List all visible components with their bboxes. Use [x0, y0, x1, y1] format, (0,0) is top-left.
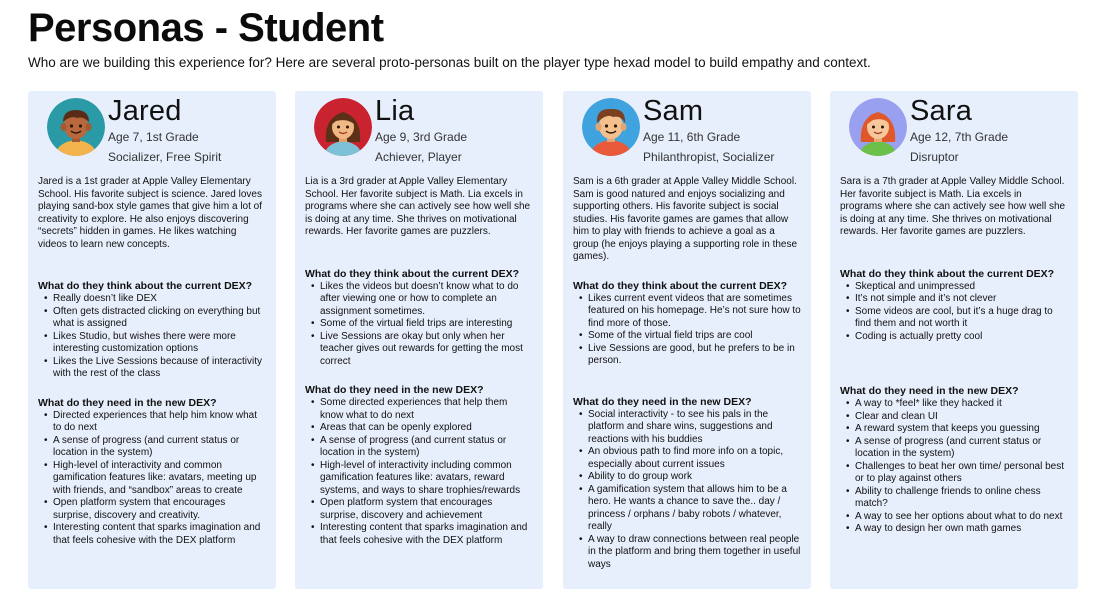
list-item: • A way to design her own math games: [840, 523, 1068, 536]
persona-head-text: [108, 94, 221, 165]
list-item: • Areas that can be openly explored: [305, 422, 533, 435]
boy-avatar-icon: [582, 98, 640, 156]
persona-player-types: Socializer, Free Spirit: [108, 150, 222, 164]
think-section-title: What do they think about the current DEX?: [38, 280, 253, 292]
need-list: [38, 410, 266, 548]
list-item: • Some of the virtual field trips are interesting: [305, 318, 533, 331]
list-item: • Interesting content that sparks imagination and that feels cohesive with the DEX platform: [38, 522, 266, 547]
list-item: • Some of the virtual field trips are cool: [573, 330, 801, 343]
list-item: • Likes the videos but doesn’t know what to do after viewing one or how to complete an assignment sometimes.: [305, 281, 533, 319]
persona-head-text: [643, 94, 774, 165]
think-list: [38, 293, 266, 381]
think-list: [305, 281, 533, 369]
list-item: • Ability to challenge friends to online chess match?: [840, 486, 1068, 511]
list-item: • Open platform system that encourages surprise, discovery and creativity.: [38, 497, 266, 522]
persona-bio: Sara is a 7th grader at Apple Valley Middle School. Her favorite subject is Math. Lia excels in programs where she can actively see how well she is doing at any time. She thrives on motivational rewards. Her favorite games are puzzlers.: [840, 176, 1066, 237]
list-item: • Ability to do group work: [573, 471, 801, 484]
need-list: [840, 398, 1068, 536]
persona-name: Jared: [108, 95, 182, 127]
persona-player-types: Philanthropist, Socializer: [643, 150, 775, 164]
list-item: • A sense of progress (and current status or location in the system): [38, 435, 266, 460]
list-item: • It’s not simple and it’s not clever: [840, 293, 1068, 306]
boy-avatar-icon: [47, 98, 105, 156]
need-section-title: What do they need in the new DEX?: [573, 395, 752, 408]
list-item: • Interesting content that sparks imagination and that feels cohesive with the DEX platform: [305, 522, 533, 547]
page-title: Personas - Student: [28, 6, 384, 50]
list-item: • A way to see her options about what to do next: [840, 511, 1068, 524]
list-item: • An obvious path to find more info on a topic, especially about current issues: [573, 446, 801, 471]
persona-age-grade: Age 9, 3rd Grade: [375, 130, 468, 144]
persona-age-grade: Age 12, 7th Grade: [910, 130, 1009, 144]
girl-avatar-icon: [849, 98, 907, 156]
persona-header: [38, 91, 266, 163]
persona-header: [573, 91, 801, 163]
need-list: [305, 397, 533, 547]
persona-age-grade: Age 7, 1st Grade: [108, 130, 199, 144]
list-item: • A way to draw connections between real people in the platform and bring them together in useful ways: [573, 534, 801, 572]
need-section-title: What do they need in the new DEX?: [38, 396, 217, 409]
think-list: [840, 281, 1068, 344]
persona-head-text: [375, 94, 467, 165]
list-item: • A sense of progress (and current status or location in the system): [840, 436, 1068, 461]
list-item: • Social interactivity - to see his pals in the platform and share wins, suggestions and reactions with his buddies: [573, 409, 801, 447]
persona-player-types: Disruptor: [910, 150, 959, 164]
persona-card-sara: [830, 91, 1078, 589]
list-item: • Some directed experiences that help them know what to do next: [305, 397, 533, 422]
list-item: • Likes current event videos that are sometimes featured on his homepage. He’s not sure how to find more of those.: [573, 293, 801, 331]
think-list: [573, 293, 801, 368]
list-item: • Open platform system that encourages surprise, discovery and achievement: [305, 497, 533, 522]
persona-cards: [28, 91, 1078, 589]
list-item: • High-level of interactivity and common gamification features like: avatars, meeting up with friends, and “sandbox” areas to create: [38, 460, 266, 498]
list-item: • Challenges to beat her own time/ personal best or to play against others: [840, 461, 1068, 486]
girl-avatar-icon: [314, 98, 372, 156]
think-section-title: What do they think about the current DEX?: [305, 267, 520, 280]
list-item: • High-level of interactivity including common gamification features like: avatars, reward systems, and ways to share trophies/rewards: [305, 460, 533, 498]
list-item: • Live Sessions are good, but he prefers to be in person.: [573, 343, 801, 368]
persona-bio: Jared is a 1st grader at Apple Valley Elementary School. His favorite subject is science. Jared loves playing sand-box style games that give him a lot of creativity to explore. He also enjoys discovering “secrets” hidden in games. He likes watching videos to learn new concepts.: [38, 176, 263, 250]
think-section-title: What do they think about the current DEX?: [573, 279, 788, 292]
need-list: [573, 409, 801, 572]
list-item: • Live Sessions are okay but only when her teacher gives out rewards for getting the most correct: [305, 331, 533, 369]
persona-name: Lia: [375, 95, 415, 127]
list-item: • A way to *feel* like they hacked it: [840, 398, 1068, 411]
persona-head-text: [910, 94, 1008, 165]
persona-bio: Sam is a 6th grader at Apple Valley Middle School. Sam is good natured and enjoys socializing and supporting others. His favorite subject is social studies. His favorite games are games that allow him to play with friends to achieve a goal as a group (he enjoys playing a supporting role in these games).: [573, 176, 798, 262]
persona-age-grade: Age 11, 6th Grade: [643, 130, 741, 144]
persona-player-types: Achiever, Player: [375, 150, 462, 164]
list-item: • A gamification system that allows him to be a hero. He wants a chance to save the.. day / princess / orphans / baby robots / whatever, really: [573, 484, 801, 534]
persona-bio: Lia is a 3rd grader at Apple Valley Elementary School. Her favorite subject is Math. Lia excels in programs where she can actively see how well she is doing at any time. She thrives on motivational rewards. Her favorite games are puzzlers.: [305, 176, 531, 237]
list-item: • Likes Studio, but wishes there were more interesting customization options: [38, 331, 266, 356]
need-section-title: What do they need in the new DEX?: [305, 384, 484, 396]
list-item: • Coding is actually pretty cool: [840, 331, 1068, 344]
persona-header: [305, 91, 533, 163]
list-item: • Likes the Live Sessions because of interactivity with the rest of the class: [38, 356, 266, 381]
list-item: • Directed experiences that help him know what to do next: [38, 410, 266, 435]
list-item: • Often gets distracted clicking on everything but what is assigned: [38, 306, 266, 331]
persona-header: [840, 91, 1068, 163]
persona-card-lia: [295, 91, 543, 589]
persona-name: Sara: [910, 95, 973, 127]
list-item: • Really doesn’t like DEX: [38, 293, 266, 306]
persona-card-jared: [28, 91, 276, 589]
persona-card-sam: [563, 91, 811, 589]
need-section-title: What do they need in the new DEX?: [840, 385, 1019, 397]
think-section-title: What do they think about the current DEX?: [840, 267, 1055, 280]
list-item: • Some videos are cool, but it’s a huge drag to find them and not worth it: [840, 306, 1068, 331]
list-item: • Clear and clean UI: [840, 411, 1068, 424]
list-item: • Skeptical and unimpressed: [840, 281, 1068, 294]
page-subtitle: Who are we building this experience for? Here are several proto-personas built on the player type hexad model to build empathy and context.: [28, 55, 871, 70]
persona-name: Sam: [643, 95, 704, 127]
list-item: • A sense of progress (and current status or location in the system): [305, 435, 533, 460]
list-item: • A reward system that keeps you guessing: [840, 423, 1068, 436]
